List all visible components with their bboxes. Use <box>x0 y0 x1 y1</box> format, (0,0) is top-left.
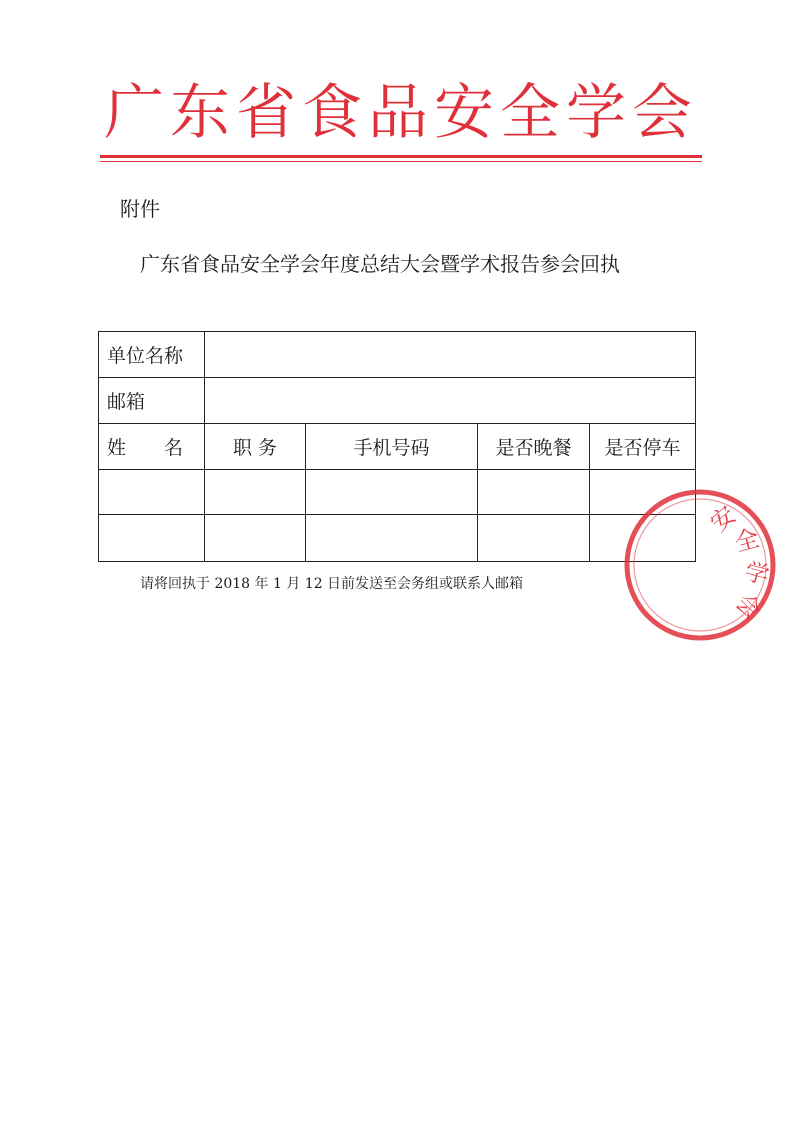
header-phone: 手机号码 <box>306 424 478 470</box>
submission-note: 请将回执于 2018 年 1 月 12 日前发送至会务组或联系人邮箱 <box>140 576 524 592</box>
email-row <box>99 378 696 424</box>
cell-dinner[interactable] <box>478 470 590 515</box>
letterhead-rule-thin <box>100 161 702 162</box>
header-position: 职 务 <box>205 424 306 470</box>
letterhead-rule-thick <box>100 155 702 158</box>
table-header-row <box>99 424 696 470</box>
cell-name[interactable] <box>99 515 205 562</box>
table-row <box>99 515 696 562</box>
header-parking: 是否停车 <box>590 424 696 470</box>
cell-phone[interactable] <box>306 515 478 562</box>
unit-row <box>99 332 696 378</box>
letterhead-title: 广东省食品安全学会 <box>104 78 698 148</box>
cell-position[interactable] <box>205 470 306 515</box>
table-row <box>99 470 696 515</box>
cell-dinner[interactable] <box>478 515 590 562</box>
cell-phone[interactable] <box>306 470 478 515</box>
cell-parking[interactable] <box>590 470 696 515</box>
cell-position[interactable] <box>205 515 306 562</box>
unit-field[interactable] <box>205 332 696 378</box>
cell-name[interactable] <box>99 470 205 515</box>
unit-label: 单位名称 <box>99 332 205 378</box>
document-title: 广东省食品安全学会年度总结大会暨学术报告参会回执 <box>140 252 620 276</box>
svg-text:安: 安 <box>704 500 742 538</box>
email-label: 邮箱 <box>99 378 205 424</box>
registration-form-table <box>98 331 696 562</box>
email-field[interactable] <box>205 378 696 424</box>
svg-text:会: 会 <box>730 588 767 625</box>
header-dinner: 是否晚餐 <box>478 424 590 470</box>
svg-text:学: 学 <box>741 556 773 591</box>
header-name: 姓 名 <box>99 424 205 470</box>
svg-text:全: 全 <box>731 523 763 558</box>
attachment-label: 附件 <box>120 197 160 221</box>
cell-parking[interactable] <box>590 515 696 562</box>
